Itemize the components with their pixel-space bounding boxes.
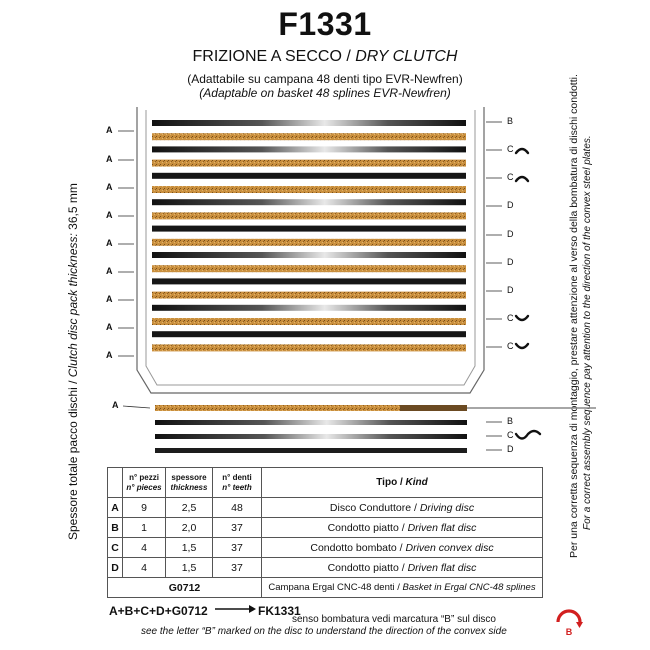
- row-thickness: 1,5: [166, 538, 213, 558]
- driving-disc: [152, 344, 466, 351]
- row-pieces: 4: [123, 538, 166, 558]
- row-letter: D: [108, 558, 123, 578]
- stack-label-left: A: [106, 294, 113, 304]
- header-kind: [262, 468, 543, 498]
- basket-code: G0712: [108, 578, 262, 598]
- convex-up-icon: [516, 177, 528, 181]
- row-kind: [262, 538, 543, 558]
- table-row: [108, 538, 543, 558]
- row-letter: B: [108, 518, 123, 538]
- convex-up-icon: [516, 149, 528, 153]
- header-thickness: [166, 468, 213, 498]
- row-kind-en: Driven flat disc: [407, 561, 477, 574]
- exploded-label-right: C: [507, 430, 514, 440]
- page-title: F1331: [278, 6, 372, 42]
- assembly-note-it: Per una corretta sequenza di montaggio, prestare attenzione al verso della bombatura di dischi condotti.: [568, 74, 580, 558]
- driven-plate: [152, 146, 466, 152]
- assembly-note-en: For a correct assembly sequence pay attention to the direction of the convex steel plates.: [582, 135, 593, 530]
- header-teeth-it: n° denti: [222, 472, 252, 482]
- exploded-plate-d: [155, 448, 467, 453]
- convex-direction-letter: B: [565, 627, 573, 636]
- pack-thickness-value: 36,5 mm: [66, 183, 80, 230]
- row-teeth: 48: [213, 498, 262, 518]
- stack-label-left: A: [106, 322, 113, 332]
- exploded-label-a: A: [112, 400, 119, 410]
- kit-formula: A+B+C+D+G0712: [109, 604, 208, 618]
- stack-label-right: C: [507, 341, 514, 351]
- driven-plate: [152, 278, 466, 284]
- driving-disc: [152, 265, 466, 272]
- convex-hint-it: senso bombatura vedi marcatura “B” sul disco: [292, 614, 496, 625]
- header-thick-en: thickness: [170, 482, 208, 492]
- convex-direction-icon: [554, 604, 584, 636]
- driving-disc: [152, 186, 466, 193]
- compat-note-en: (Adaptable on basket 48 splines EVR-Newfren): [199, 86, 451, 100]
- row-teeth: 37: [213, 538, 262, 558]
- driving-disc: [152, 160, 466, 167]
- spec-table: [107, 467, 543, 598]
- pack-thickness-it: Spessore totale pacco dischi /: [66, 380, 80, 540]
- stack-label-right: D: [507, 200, 514, 210]
- header-letter: [108, 468, 123, 498]
- driven-plate: [152, 173, 466, 179]
- row-kind-en: Driven flat disc: [407, 521, 477, 534]
- stack-label-left: A: [106, 210, 113, 220]
- header-teeth-en: n° teeth: [222, 482, 252, 492]
- convex-hint-en: see the letter “B” marked on the disc to understand the direction of the convex side: [141, 626, 507, 637]
- convex-down-icon: [516, 344, 528, 348]
- subtitle-en: DRY CLUTCH: [355, 48, 458, 65]
- row-kind-it: Condotto piatto /: [327, 521, 405, 534]
- row-teeth: 37: [213, 558, 262, 578]
- row-pieces: 4: [123, 558, 166, 578]
- row-kind-it: Condotto bombato /: [310, 541, 403, 554]
- stack-label-right: D: [507, 285, 514, 295]
- driving-disc: [152, 239, 466, 246]
- row-kind-en: Driven convex disc: [405, 541, 494, 554]
- exploded-label-right: D: [507, 444, 514, 454]
- driven-plate: [152, 252, 466, 258]
- stack-label-right: C: [507, 144, 514, 154]
- driving-disc: [152, 318, 466, 325]
- driven-plate: [152, 199, 466, 205]
- driven-plate: [152, 305, 466, 311]
- stack-label-left: A: [106, 154, 113, 164]
- row-pieces: 9: [123, 498, 166, 518]
- header-teeth: [213, 468, 262, 498]
- header-pieces-en: n° pieces: [126, 482, 162, 492]
- row-kind-it: Disco Conduttore /: [329, 501, 417, 514]
- row-kind: [262, 498, 543, 518]
- row-kind: [262, 518, 543, 538]
- header-thick-it: spessore: [171, 472, 207, 482]
- table-row: [108, 518, 543, 538]
- pack-thickness-en: Clutch disc pack thickness:: [66, 233, 80, 378]
- row-thickness: 1,5: [166, 558, 213, 578]
- subtitle-it: FRIZIONE A SECCO /: [192, 48, 351, 65]
- row-letter: A: [108, 498, 123, 518]
- stack-label-left: A: [106, 238, 113, 248]
- row-kind: [262, 558, 543, 578]
- stack-label-left: A: [106, 125, 113, 135]
- label-leader: [123, 406, 150, 408]
- table-row: [108, 558, 543, 578]
- exploded-plate-b: [155, 420, 467, 425]
- row-pieces: 1: [123, 518, 166, 538]
- exploded-plate-c: [155, 434, 467, 439]
- row-teeth: 37: [213, 518, 262, 538]
- compat-note-it: (Adattabile su campana 48 denti tipo EVR-Newfren): [187, 72, 463, 86]
- table-footer-row: [108, 578, 543, 598]
- driven-plate: [152, 120, 466, 126]
- row-thickness: 2,5: [166, 498, 213, 518]
- arrow-right-icon: [213, 603, 257, 615]
- row-letter: C: [108, 538, 123, 558]
- exploded-disc-a-tab: [400, 405, 467, 411]
- table-row: [108, 498, 543, 518]
- stack-label-right: C: [507, 313, 514, 323]
- driven-plate: [152, 331, 466, 337]
- header-kind-en: Kind: [405, 476, 428, 488]
- driven-plate: [152, 226, 466, 232]
- stack-label-left: A: [106, 266, 113, 276]
- basket-kind: [262, 578, 543, 598]
- stack-label-right: C: [507, 172, 514, 182]
- stack-label-right: D: [507, 257, 514, 267]
- table-header-row: [108, 468, 543, 498]
- header-kind-it: Tipo /: [376, 476, 403, 488]
- exploded-label-right: B: [507, 416, 514, 426]
- stack-label-left: A: [106, 182, 113, 192]
- basket-kind-en: Basket in Ergal CNC-48 splines: [402, 582, 536, 593]
- header-pieces-it: n° pezzi: [129, 472, 159, 482]
- driving-disc: [152, 292, 466, 299]
- exploded-parts: [155, 405, 596, 453]
- stack-label-left: A: [106, 350, 113, 360]
- driving-disc: [152, 133, 466, 140]
- convex-down-icon: [516, 316, 528, 320]
- row-thickness: 2,0: [166, 518, 213, 538]
- row-kind-en: Driving disc: [419, 501, 475, 514]
- header-pieces: [123, 468, 166, 498]
- convex-wave-icon: [516, 431, 540, 439]
- kit-code: FK1331: [258, 604, 301, 618]
- stack-label-right: B: [507, 116, 514, 126]
- driving-disc: [152, 212, 466, 219]
- basket-kind-it: Campana Ergal CNC-48 denti /: [268, 582, 400, 593]
- stack-label-right: D: [507, 229, 514, 239]
- row-kind-it: Condotto piatto /: [327, 561, 405, 574]
